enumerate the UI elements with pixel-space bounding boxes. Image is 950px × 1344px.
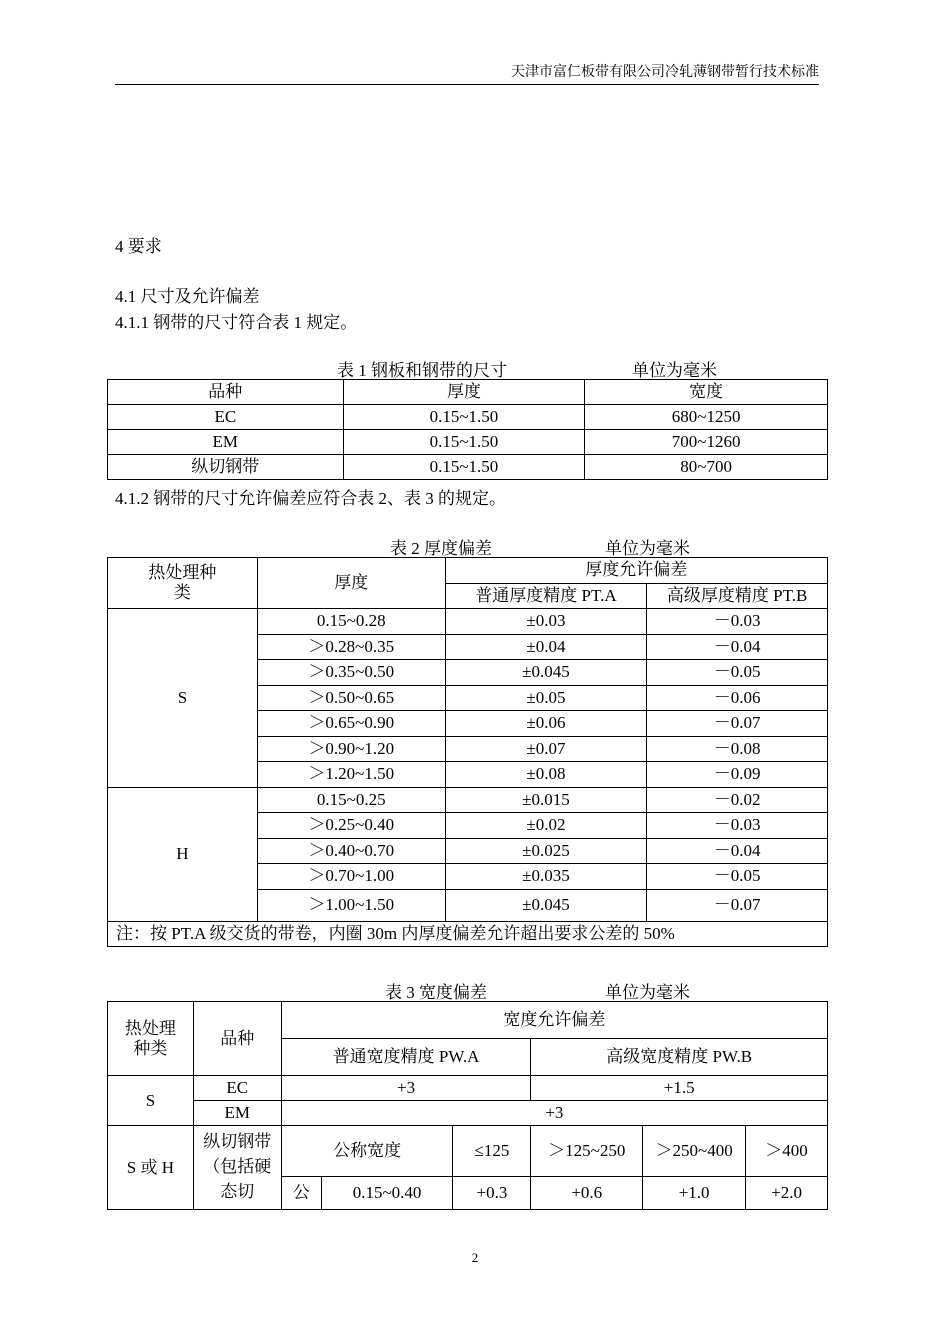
table-header-row — [108, 380, 828, 405]
section-4-heading: 4 要求 — [115, 237, 162, 256]
table-cell: ±0.04 — [445, 634, 647, 660]
table-cell: +2.0 — [746, 1176, 828, 1209]
header-cell: 宽度 — [585, 380, 828, 405]
table-cell: －0.09 — [647, 762, 828, 788]
table-cell: ±0.045 — [445, 660, 647, 686]
table-cell: ＞0.90~1.20 — [257, 736, 445, 762]
header-cell: 品种 — [193, 1002, 281, 1076]
table-cell: ＞125~250 — [531, 1126, 643, 1177]
table-cell: 0.15~1.50 — [343, 405, 585, 430]
table-cell: 80~700 — [585, 455, 828, 480]
table-cell: ±0.02 — [445, 813, 647, 839]
table3-unit: 单位为毫米 — [605, 983, 690, 1002]
table-header-row — [108, 558, 828, 584]
group-label-h: H — [108, 787, 258, 921]
table-cell: －0.03 — [647, 609, 828, 635]
table-cell: ＞0.35~0.50 — [257, 660, 445, 686]
table-row — [108, 430, 828, 455]
table-cell: EC — [193, 1076, 281, 1101]
table-cell: EM — [108, 430, 344, 455]
table-cell: ＞1.20~1.50 — [257, 762, 445, 788]
table-row — [108, 1126, 828, 1177]
table1-dimensions — [107, 379, 828, 480]
width-range-3: ＞250~400 — [655, 1140, 733, 1160]
table-cell: ±0.015 — [445, 787, 647, 813]
table1-caption: 表 1 钢板和钢带的尺寸 — [337, 361, 507, 380]
slit-strip-text: 纵切钢带（包括硬态切 — [203, 1132, 272, 1201]
table-row — [108, 1076, 828, 1101]
table-cell: 0.15~0.28 — [257, 609, 445, 635]
table-cell: －0.08 — [647, 736, 828, 762]
table-cell: ＞0.28~0.35 — [257, 634, 445, 660]
table-cell — [643, 1126, 746, 1177]
table-cell: ±0.03 — [445, 609, 647, 635]
header-cell: 热处理种类 — [108, 1002, 194, 1076]
section-4-1-heading: 4.1 尺寸及允许偏差 — [115, 287, 260, 306]
table-cell: +3 — [281, 1076, 531, 1101]
header-cell: 热处理种类 — [108, 558, 258, 609]
table3-width-tolerance — [107, 1001, 828, 1210]
header-cell: 高级宽度精度 PW.B — [531, 1039, 828, 1076]
table-cell: －0.07 — [647, 711, 828, 737]
table-cell: ±0.05 — [445, 685, 647, 711]
table1-unit: 单位为毫米 — [632, 361, 717, 380]
table-cell: ＞0.70~1.00 — [257, 864, 445, 890]
header-cell: 品种 — [108, 380, 344, 405]
table-cell: ＞0.25~0.40 — [257, 813, 445, 839]
group-label-s-or-h: S 或 H — [108, 1126, 194, 1210]
table-cell: －0.04 — [647, 634, 828, 660]
table-row — [108, 405, 828, 430]
header-cell: 普通宽度精度 PW.A — [281, 1039, 531, 1076]
table-row — [108, 455, 828, 480]
table-cell: +1.0 — [643, 1176, 746, 1209]
table-cell: －0.07 — [647, 889, 828, 921]
header-cell: 厚度 — [343, 380, 585, 405]
table-cell: EC — [108, 405, 344, 430]
table-cell: ±0.08 — [445, 762, 647, 788]
table-cell: ＞0.65~0.90 — [257, 711, 445, 737]
table-cell: －0.05 — [647, 864, 828, 890]
group-label-s: S — [108, 1076, 194, 1126]
table-cell: EM — [193, 1101, 281, 1126]
table-cell: +0.6 — [531, 1176, 643, 1209]
table-cell: 0.15~1.50 — [343, 455, 585, 480]
header-cell: 高级厚度精度 PT.B — [647, 583, 828, 609]
group-label-s: S — [108, 609, 258, 788]
table-row — [108, 787, 828, 813]
table-cell: ＞0.40~0.70 — [257, 838, 445, 864]
table-cell: 0.15~0.40 — [321, 1176, 453, 1209]
table-cell: 公 — [281, 1176, 321, 1209]
table-cell: ＞1.00~1.50 — [257, 889, 445, 921]
table-cell: －0.03 — [647, 813, 828, 839]
table3-caption: 表 3 宽度偏差 — [385, 983, 487, 1002]
table2-note: 注：按 PT.A 级交货的带卷，内圈 30m 内厚度偏差允许超出要求公差的 50% — [108, 921, 828, 947]
table-cell: －0.04 — [647, 838, 828, 864]
section-4-1-1-text: 4.1.1 钢带的尺寸符合表 1 规定。 — [115, 313, 358, 332]
table-cell: +3 — [281, 1101, 827, 1126]
table2-thickness-tolerance — [107, 557, 828, 947]
table-cell: ±0.06 — [445, 711, 647, 737]
page-header: 天津市富仁板带有限公司冷轧薄钢带暂行技术标准 — [115, 62, 819, 85]
table-cell: ±0.045 — [445, 889, 647, 921]
table-cell: 700~1260 — [585, 430, 828, 455]
table-cell: ＞0.50~0.65 — [257, 685, 445, 711]
header-cell: 宽度允许偏差 — [281, 1002, 827, 1039]
table2-caption: 表 2 厚度偏差 — [390, 539, 492, 558]
table2-unit: 单位为毫米 — [605, 539, 690, 558]
table-note-row — [108, 921, 828, 947]
table-cell: 纵切钢带 — [108, 455, 344, 480]
table-cell: ±0.025 — [445, 838, 647, 864]
table-cell: 0.15~1.50 — [343, 430, 585, 455]
table-header-row — [108, 1002, 828, 1039]
section-4-1-2-text: 4.1.2 钢带的尺寸允许偏差应符合表 2、表 3 的规定。 — [115, 489, 506, 508]
table-cell: 公称宽度 — [281, 1126, 453, 1177]
table-cell: 680~1250 — [585, 405, 828, 430]
table-cell: ≤125 — [453, 1126, 531, 1177]
table-row — [108, 609, 828, 635]
slit-strip-label — [193, 1126, 281, 1210]
table-row — [108, 1101, 828, 1126]
table-cell: ±0.035 — [445, 864, 647, 890]
table-cell: 0.15~0.25 — [257, 787, 445, 813]
header-cell: 厚度允许偏差 — [445, 558, 827, 584]
page-number: 2 — [471, 1250, 479, 1265]
table-cell: －0.05 — [647, 660, 828, 686]
header-cell: 普通厚度精度 PT.A — [445, 583, 647, 609]
table-cell: ±0.07 — [445, 736, 647, 762]
table-cell: +1.5 — [531, 1076, 828, 1101]
table-cell: －0.06 — [647, 685, 828, 711]
table-cell: ＞400 — [746, 1126, 828, 1177]
table-cell: －0.02 — [647, 787, 828, 813]
table-cell: +0.3 — [453, 1176, 531, 1209]
header-cell: 厚度 — [257, 558, 445, 609]
